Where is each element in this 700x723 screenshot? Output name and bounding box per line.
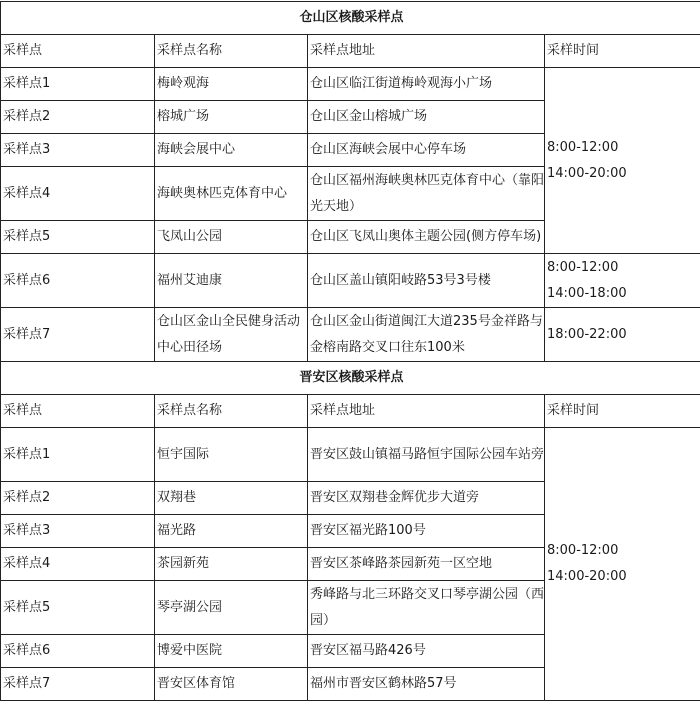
time-line: 8:00-12:00 xyxy=(547,543,619,558)
site-name: 飞凤山公园 xyxy=(155,221,308,254)
site-id: 采样点6 xyxy=(1,635,155,668)
table-row xyxy=(1,308,700,362)
header-site-name: 采样点名称 xyxy=(155,395,308,428)
site-name: 仓山区金山全民健身活动中心田径场 xyxy=(155,308,308,362)
site-name: 福光路 xyxy=(155,515,308,548)
site-address: 仓山区金山榕城广场 xyxy=(308,101,545,134)
section-title-cangshan: 仓山区核酸采样点 xyxy=(1,2,700,35)
site-id: 采样点7 xyxy=(1,668,155,701)
sampling-time xyxy=(545,308,700,362)
header-site: 采样点 xyxy=(1,35,155,68)
time-line: 8:00-12:00 xyxy=(547,139,619,155)
site-address: 晋安区茶峰路茶园新苑一区空地 xyxy=(308,548,545,581)
site-id: 采样点5 xyxy=(1,581,155,635)
site-address: 晋安区双翔巷金辉优步大道旁 xyxy=(308,482,545,515)
header-site: 采样点 xyxy=(1,395,155,428)
site-address: 仓山区盖山镇阳岐路53号3号楼 xyxy=(308,254,545,308)
site-name: 晋安区体育馆 xyxy=(155,668,308,701)
site-address: 晋安区福光路100号 xyxy=(308,515,545,548)
site-name: 博爱中医院 xyxy=(155,635,308,668)
section-title-jinan: 晋安区核酸采样点 xyxy=(1,362,700,395)
site-name: 榕城广场 xyxy=(155,101,308,134)
site-name: 琴亭湖公园 xyxy=(155,581,308,635)
site-name: 双翔巷 xyxy=(155,482,308,515)
sampling-time xyxy=(545,254,700,308)
site-name: 恒宇国际 xyxy=(155,428,308,482)
site-id: 采样点2 xyxy=(1,482,155,515)
site-id: 采样点7 xyxy=(1,308,155,362)
header-site-name: 采样点名称 xyxy=(155,35,308,68)
time-line: 14:00-20:00 xyxy=(547,165,627,181)
time-line: 18:00-22:00 xyxy=(547,326,627,342)
site-id: 采样点1 xyxy=(1,68,155,101)
site-id: 采样点3 xyxy=(1,134,155,167)
site-name: 海峡会展中心 xyxy=(155,134,308,167)
site-address: 仓山区金山街道闽江大道235号金祥路与金榕南路交叉口往东100米 xyxy=(308,308,545,362)
site-id: 采样点4 xyxy=(1,167,155,221)
table-row xyxy=(1,68,700,101)
column-header-row xyxy=(1,395,700,428)
site-address: 仓山区临江街道梅岭观海小广场 xyxy=(308,68,545,101)
site-address: 仓山区福州海峡奥林匹克体育中心（靠阳光天地） xyxy=(308,167,545,221)
sampling-time xyxy=(545,428,700,701)
site-id: 采样点4 xyxy=(1,548,155,581)
time-line: 14:00-20:00 xyxy=(547,569,627,584)
header-sampling-time: 采样时间 xyxy=(545,395,700,428)
site-id: 采样点3 xyxy=(1,515,155,548)
header-site-address: 采样点地址 xyxy=(308,395,545,428)
column-header-row xyxy=(1,35,700,68)
site-id: 采样点5 xyxy=(1,221,155,254)
sampling-time xyxy=(545,68,700,254)
site-name: 梅岭观海 xyxy=(155,68,308,101)
site-address: 晋安区鼓山镇福马路恒宇国际公园车站旁 xyxy=(308,428,545,482)
site-id: 采样点2 xyxy=(1,101,155,134)
site-id: 采样点1 xyxy=(1,428,155,482)
site-name: 茶园新苑 xyxy=(155,548,308,581)
site-address: 晋安区福马路426号 xyxy=(308,635,545,668)
time-line: 8:00-12:00 xyxy=(547,259,619,275)
site-name: 海峡奥林匹克体育中心 xyxy=(155,167,308,221)
site-address: 仓山区海峡会展中心停车场 xyxy=(308,134,545,167)
site-address: 秀峰路与北三环路交叉口琴亭湖公园（西园） xyxy=(308,581,545,635)
sampling-sites-table xyxy=(0,1,700,701)
table-row xyxy=(1,428,700,482)
time-line: 14:00-18:00 xyxy=(547,285,627,301)
site-id: 采样点6 xyxy=(1,254,155,308)
header-site-address: 采样点地址 xyxy=(308,35,545,68)
header-sampling-time: 采样时间 xyxy=(545,35,700,68)
table-row xyxy=(1,254,700,308)
site-address: 福州市晋安区鹤林路57号 xyxy=(308,668,545,701)
site-address: 仓山区飞凤山奥体主题公园(侧方停车场) xyxy=(308,221,545,254)
site-name: 福州艾迪康 xyxy=(155,254,308,308)
